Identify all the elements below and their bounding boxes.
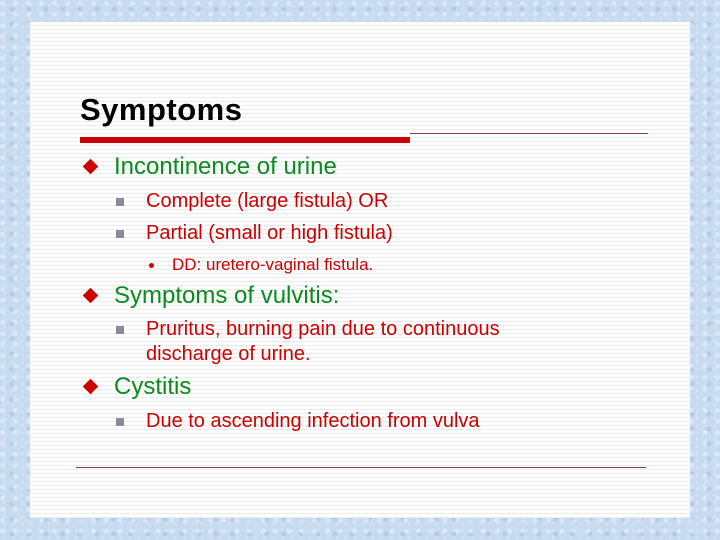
slide-title: Symptoms (80, 92, 243, 127)
title-accent-bar (80, 137, 410, 143)
square-icon (116, 198, 124, 206)
square-icon (116, 418, 124, 426)
sub-sub-bullet-dd: DD: uretero-vaginal fistula. (172, 255, 374, 274)
title-divider-line (410, 133, 648, 134)
sub-bullet-ascending: Due to ascending infection from vulva (146, 410, 480, 432)
diamond-icon (83, 379, 99, 395)
square-icon (116, 230, 124, 238)
bullet-vulvitis: Symptoms of vulvitis: (114, 282, 340, 309)
sub-bullet-pruritus-line2: discharge of urine. (146, 343, 311, 365)
bullet-cystitis: Cystitis (114, 373, 192, 400)
diamond-icon (83, 288, 99, 304)
slide (30, 22, 690, 518)
square-icon (116, 326, 124, 334)
dot-icon (149, 263, 154, 268)
bottom-divider-line (76, 467, 646, 468)
bullet-incontinence: Incontinence of urine (114, 153, 337, 180)
diamond-icon (83, 159, 99, 175)
sub-bullet-pruritus-line1: Pruritus, burning pain due to continuous (146, 318, 500, 340)
sub-bullet-complete: Complete (large fistula) OR (146, 190, 389, 212)
sub-bullet-partial: Partial (small or high fistula) (146, 222, 393, 244)
